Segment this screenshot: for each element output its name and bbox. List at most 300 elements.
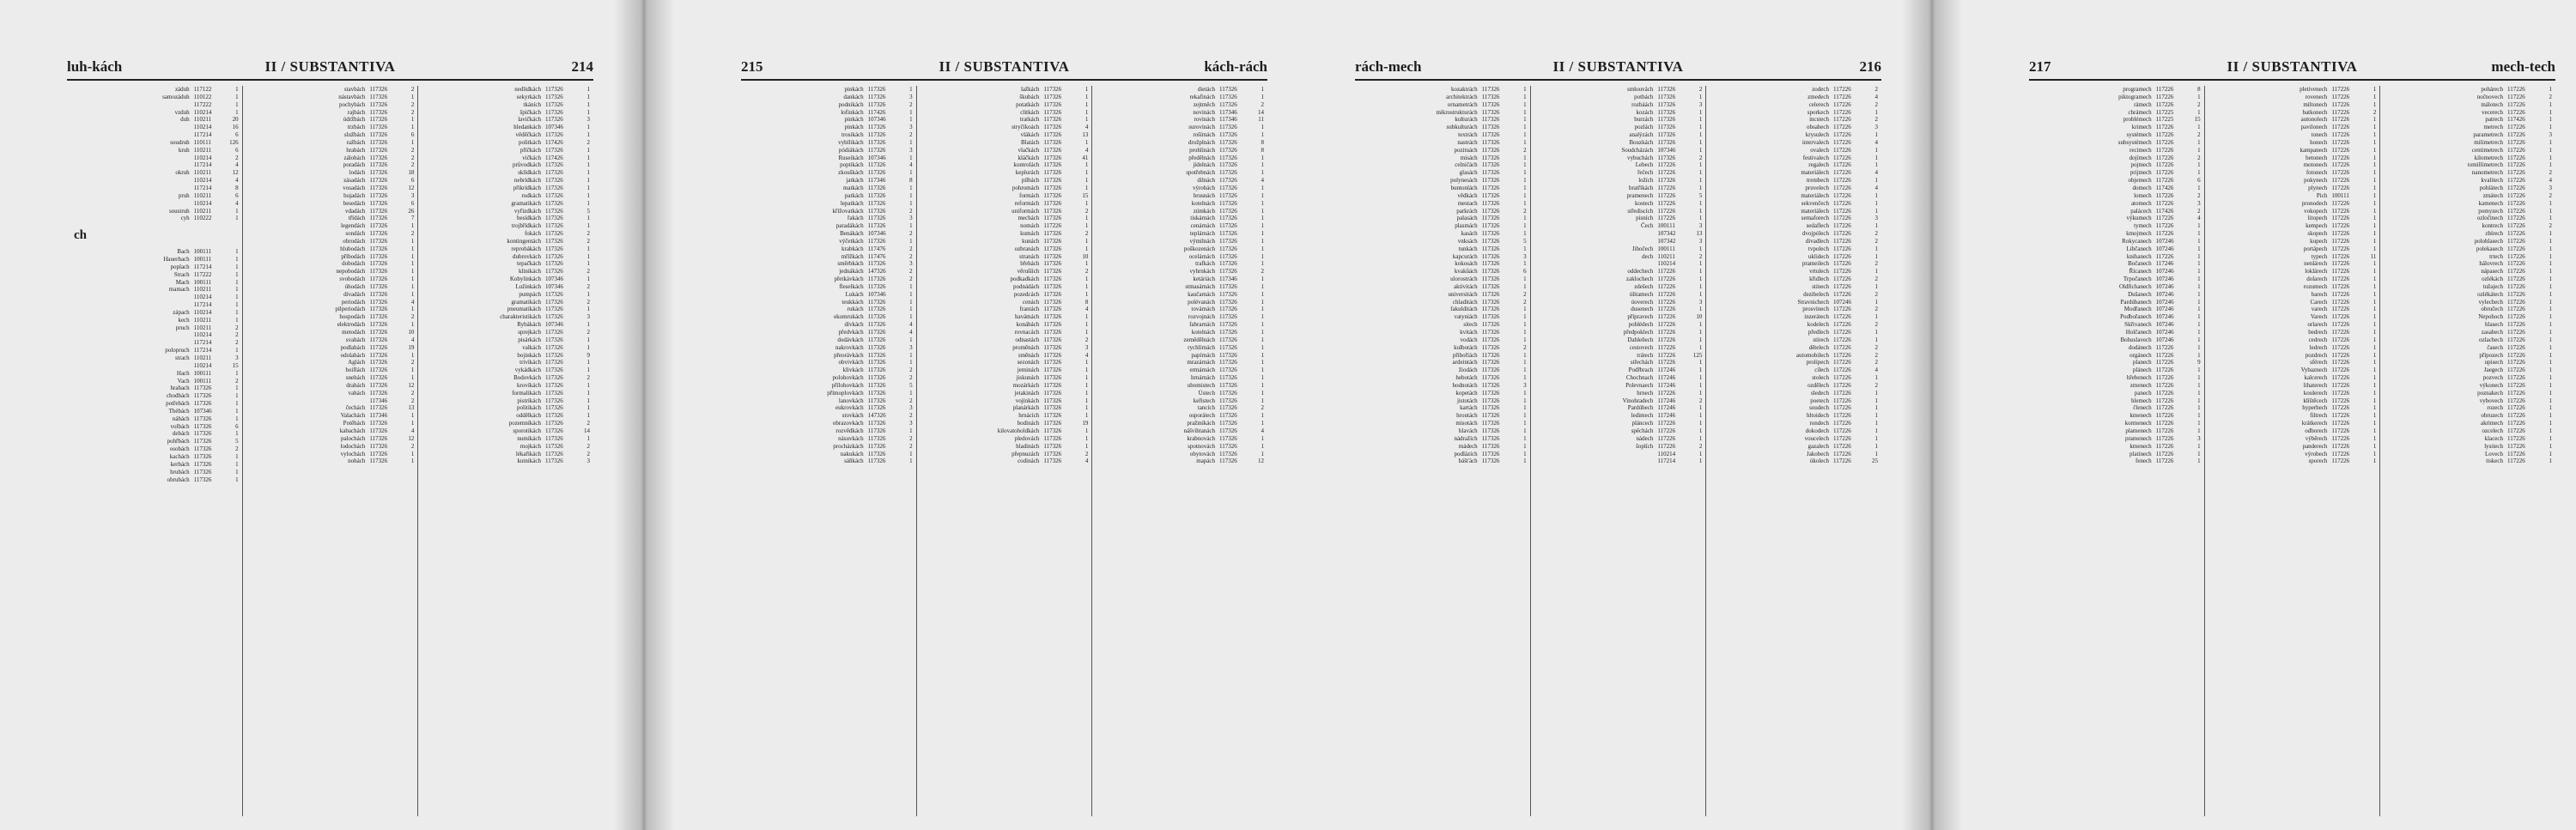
entry-word: loklárech	[2305, 268, 2328, 276]
entry-row	[422, 161, 590, 169]
entry-count: 2	[586, 237, 591, 245]
entry-row	[744, 185, 913, 192]
entry-row	[1710, 344, 1878, 352]
entry-code: 117326	[545, 336, 563, 343]
entry-count: 1	[909, 199, 913, 207]
entry-word	[70, 362, 194, 370]
entry-word: rovnacách	[1014, 329, 1040, 336]
entry-code: 117326	[369, 154, 388, 161]
entry-count: 1	[1261, 351, 1265, 359]
entry-word: stmasárnách	[1185, 282, 1216, 290]
entry-row	[1096, 359, 1264, 367]
entry-code: 117226	[2331, 457, 2350, 465]
entry-code: 117326	[369, 374, 388, 382]
entry-word: dezibelech	[1803, 290, 1830, 298]
entry-word: pozedcách	[1013, 290, 1040, 298]
entry-code: 117326	[1219, 184, 1237, 191]
entry-count: 1	[1084, 199, 1089, 207]
entry-count: 1	[2549, 290, 2553, 298]
entry-row	[2384, 208, 2552, 215]
entry-word: nápasech	[2481, 268, 2504, 276]
entry-word: krabkách	[841, 245, 864, 252]
entry-word: kartách	[1460, 404, 1478, 412]
entry-count: 1	[1874, 108, 1879, 116]
entry-word: soustruh	[168, 207, 190, 215]
entry-row	[920, 451, 1089, 458]
entry-count: 3	[909, 124, 913, 131]
entry-count: 1	[2197, 336, 2201, 343]
entry-count: 1	[909, 237, 913, 245]
entry-code: 117226	[2331, 434, 2350, 442]
entry-word	[70, 339, 194, 347]
entry-word: kontingentách	[507, 237, 542, 245]
entry-row	[2384, 451, 2552, 458]
entry-word: kodelech	[1807, 321, 1830, 329]
entry-code: 117326	[867, 161, 886, 169]
entry-count: 1	[2549, 215, 2553, 222]
entry-row	[920, 390, 1089, 397]
entry-count: 1	[1698, 389, 1703, 397]
entry-row	[70, 154, 239, 162]
entry-count: 1	[2197, 108, 2201, 116]
entry-row	[920, 230, 1089, 238]
entry-count: 13	[1696, 230, 1703, 238]
entry-word: krysulech	[1805, 131, 1830, 139]
entry-code: 117326	[1481, 100, 1500, 108]
entry-row	[1534, 94, 1703, 101]
entry-count: 1	[1084, 108, 1089, 116]
entry-row	[744, 374, 913, 382]
entry-code: 117326	[369, 146, 388, 154]
entry-count: 1	[1084, 86, 1089, 93]
entry-word: výběrech	[2305, 434, 2328, 442]
entry-row	[2208, 420, 2377, 427]
entry-word: metodách	[342, 329, 366, 336]
entry-code: 117326	[1481, 427, 1500, 434]
entry-word: zmátech	[2482, 191, 2504, 199]
entry-row	[920, 185, 1089, 192]
entry-word: lodochách	[340, 442, 366, 450]
entry-word: prijmech	[2129, 169, 2152, 177]
entry-word: jídelnách	[1193, 161, 1216, 169]
entry-row	[2384, 109, 2552, 117]
entry-row	[2384, 116, 2552, 124]
entry-row	[2208, 382, 2377, 390]
entry-code: 117226	[1833, 321, 1851, 329]
entry-word: lažkách	[1020, 86, 1040, 93]
entry-word: polévanách	[1188, 298, 1216, 306]
entry-count: 6	[235, 191, 239, 199]
entry-code: 117226	[1833, 442, 1851, 450]
entry-word: poškozenách	[1183, 245, 1216, 252]
entry-code: 117326	[1043, 93, 1062, 100]
entry-word: úlitamech	[1629, 290, 1654, 298]
entry-row	[1710, 390, 1878, 397]
entry-row	[1096, 154, 1264, 162]
entry-count: 1	[2549, 389, 2553, 397]
entry-count: 1	[1261, 298, 1265, 306]
entry-word	[1534, 451, 1658, 458]
entry-count: 5	[586, 207, 591, 215]
entry-code: 117226	[2507, 329, 2525, 336]
entry-row	[1358, 352, 1527, 360]
entry-word: rozvojnách	[1188, 313, 1216, 321]
entry-count: 4	[1261, 427, 1265, 434]
entry-row	[422, 443, 590, 451]
entry-code: 117346	[867, 177, 886, 185]
entry-code: 117326	[545, 177, 563, 185]
entry-count: 3	[2197, 199, 2201, 207]
entry-row	[2384, 131, 2552, 139]
entry-code: 110214	[1657, 260, 1676, 268]
entry-row	[1096, 344, 1264, 352]
entry-code: 117326	[369, 442, 388, 450]
entry-count: 2	[909, 367, 913, 374]
entry-code: 117326	[1219, 343, 1237, 351]
entry-code: 117226	[2331, 359, 2350, 367]
entry-row	[920, 147, 1089, 154]
entry-word: clitkách	[1020, 108, 1040, 116]
entry-code: 117226	[2155, 131, 2174, 139]
entry-word: Oldřichanech	[2118, 282, 2152, 290]
entry-word: pisních	[1636, 215, 1654, 222]
entry-code: 117326	[1043, 336, 1062, 343]
entry-word	[70, 124, 194, 131]
entry-word: přikrídkách	[513, 184, 542, 191]
entry-row	[1358, 299, 1527, 306]
entry-count: 4	[1084, 351, 1089, 359]
entry-code: 117226	[2331, 351, 2350, 359]
entry-word: pinkách	[844, 124, 864, 131]
entry-word: Soudcházách	[1621, 146, 1654, 154]
entry-word: aktivitách	[1454, 282, 1478, 290]
entry-code: 117226	[2507, 146, 2525, 154]
entry-row	[920, 154, 1089, 162]
entry-word: pisárkách	[518, 336, 542, 343]
entry-count: 1	[2197, 161, 2201, 169]
entry-count: 1	[1261, 169, 1265, 177]
entry-word: Vinohradech	[1622, 397, 1654, 404]
entry-code: 117326	[1043, 412, 1062, 420]
entry-row	[422, 230, 590, 238]
entry-word: sprejkách	[518, 329, 542, 336]
entry-count: 15	[2194, 116, 2201, 124]
entry-code: 117326	[1043, 230, 1062, 238]
entry-code: 117226	[2507, 93, 2525, 100]
entry-code: 117226	[2507, 367, 2525, 374]
entry-row	[246, 177, 415, 185]
entry-code: 107246	[2155, 306, 2174, 313]
entry-row	[246, 192, 415, 200]
entry-count: 1	[586, 343, 591, 351]
entry-code: 117326	[193, 392, 212, 400]
entry-row	[1710, 321, 1878, 329]
entry-code: 117326	[369, 184, 388, 191]
entry-word: jistotách	[1456, 397, 1478, 404]
entry-row	[422, 276, 590, 283]
entry-word: reprobákách	[511, 245, 542, 252]
entry-code: 110214	[193, 331, 212, 339]
entry-count: 1	[1261, 450, 1265, 457]
entry-word: mrazárnách	[1187, 359, 1216, 367]
entry-count: 2	[2197, 100, 2201, 108]
entry-row	[2208, 116, 2377, 124]
entry-word: Bohuslavech	[2120, 336, 2152, 343]
entry-code: 110111	[193, 138, 211, 146]
entry-word: dětelech	[1808, 343, 1830, 351]
entry-count: 3	[909, 420, 913, 427]
entry-row	[920, 291, 1089, 299]
entry-code: 117326	[369, 86, 388, 93]
entry-code: 117326	[1043, 131, 1062, 139]
entry-count: 1	[2197, 252, 2201, 260]
entry-column	[1091, 86, 1267, 816]
entry-code: 117326	[369, 450, 388, 457]
entry-count: 1	[1261, 215, 1265, 222]
entry-code: 117326	[1481, 276, 1500, 283]
entry-row	[1534, 139, 1703, 147]
entry-row	[1096, 260, 1264, 268]
entry-count: 1	[586, 154, 591, 161]
entry-word: tepačkách	[517, 260, 542, 268]
entry-word: zálohách	[343, 154, 366, 161]
entry-count: 1	[1698, 404, 1703, 412]
entry-code: 117226	[1657, 191, 1676, 199]
entry-word: lofinkách	[841, 108, 864, 116]
entry-word: textrách	[1458, 131, 1478, 139]
entry-row	[70, 264, 239, 271]
entry-row	[744, 283, 913, 291]
entry-word: příčkách	[519, 146, 542, 154]
entry-word: trzbách	[347, 124, 366, 131]
entry-word: pomyzech	[2478, 207, 2504, 215]
entry-word: svobodách	[339, 276, 366, 283]
entry-code: 117226	[1833, 359, 1851, 367]
entry-word: materiálech	[1801, 169, 1830, 177]
entry-row	[2032, 86, 2201, 94]
entry-count: 1	[2549, 230, 2553, 238]
entry-row	[920, 412, 1089, 420]
entry-code: 117326	[1219, 412, 1237, 420]
entry-row	[920, 276, 1089, 283]
entry-code: 117226	[2155, 124, 2174, 131]
entry-count: 1	[1261, 191, 1265, 199]
entry-code: 117226	[2331, 131, 2350, 139]
entry-count: 3	[909, 404, 913, 412]
entry-count: 1	[410, 412, 415, 420]
entry-code: 117226	[1657, 207, 1676, 215]
entry-word: inzerátech	[1804, 313, 1830, 321]
entry-word: zemědělnách	[1183, 336, 1216, 343]
entry-column	[417, 86, 593, 816]
entry-code: 117226	[1657, 169, 1676, 177]
entry-count: 1	[1261, 306, 1265, 313]
entry-row	[70, 169, 239, 177]
entry-word: kumách	[1020, 230, 1040, 238]
entry-code: 117326	[1481, 434, 1500, 442]
entry-row	[2208, 457, 2377, 465]
entry-word: Jakobech	[1806, 450, 1830, 457]
entry-code: 117326	[1043, 306, 1062, 313]
entry-code: 117326	[369, 434, 388, 442]
entry-word: zmedech	[1807, 93, 1830, 100]
entry-word: ozlachech	[2479, 336, 2504, 343]
entry-row	[2032, 131, 2201, 139]
entry-count: 1	[586, 397, 591, 404]
entry-row	[920, 169, 1089, 177]
entry-word: nastrách	[1457, 138, 1478, 146]
entry-row	[246, 245, 415, 253]
entry-code: 117476	[867, 252, 886, 260]
entry-count: 2	[909, 276, 913, 283]
entry-count: 1	[235, 347, 239, 354]
entry-word	[70, 101, 194, 109]
entry-word: přílohovkách	[831, 381, 864, 389]
entry-count: 1	[410, 237, 415, 245]
entry-row	[2208, 390, 2377, 397]
entry-code: 117326	[867, 420, 886, 427]
section-heading-label: ch	[74, 228, 87, 243]
entry-count: 1	[235, 476, 239, 483]
entry-row	[1358, 131, 1527, 139]
entry-code: 117326	[1219, 442, 1237, 450]
entry-count: 1	[1261, 184, 1265, 191]
entry-word: ulorostrách	[1450, 276, 1478, 283]
entry-code: 117226	[2331, 276, 2350, 283]
entry-row	[1710, 367, 1878, 374]
entry-count: 1	[2372, 290, 2377, 298]
entry-code: 117326	[1043, 146, 1062, 154]
entry-code: 117246	[1657, 412, 1676, 420]
entry-code: 117326	[369, 116, 388, 124]
entry-word: pohlátech	[2479, 184, 2504, 191]
entry-count: 2	[586, 138, 591, 146]
entry-code: 117326	[545, 298, 563, 306]
entry-count: 1	[909, 108, 913, 116]
entry-count: 1	[2372, 282, 2377, 290]
entry-count: 1	[410, 321, 415, 329]
entry-row	[246, 253, 415, 261]
entry-word: čechách	[345, 404, 366, 412]
entry-code: 117326	[1481, 329, 1500, 336]
entry-count: 1	[1698, 329, 1703, 336]
entry-code: 117226	[1833, 169, 1851, 177]
entry-word: hyperhech	[2302, 404, 2328, 412]
entry-column	[2379, 86, 2555, 816]
entry-row	[422, 291, 590, 299]
entry-count: 1	[2372, 321, 2377, 329]
entry-row	[1710, 397, 1878, 405]
entry-count: 2	[1261, 100, 1265, 108]
entry-count: 4	[1874, 138, 1879, 146]
entry-word	[246, 397, 370, 405]
entry-count: 1	[235, 207, 239, 215]
entry-code: 117226	[2155, 215, 2174, 222]
entry-word: hledankách	[513, 124, 542, 131]
entry-count: 1	[2372, 336, 2377, 343]
entry-code: 117226	[2331, 290, 2350, 298]
entry-count: 1	[1261, 260, 1265, 268]
entry-code: 117326	[867, 457, 886, 465]
page-number: 214	[571, 58, 593, 75]
entry-count: 1	[2549, 329, 2553, 336]
entry-word: hrnárnách	[1191, 374, 1216, 382]
entry-row	[1534, 177, 1703, 185]
entry-word: krátkerech	[2301, 420, 2328, 427]
entry-row	[1534, 208, 1703, 215]
entry-row	[2032, 109, 2201, 117]
entry-count: 1	[1084, 404, 1089, 412]
entry-count: 1	[2197, 329, 2201, 336]
entry-code: 117426	[2155, 184, 2174, 191]
entry-word: fabrarnách	[1189, 321, 1216, 329]
entry-code: 117326	[369, 306, 388, 313]
entry-count: 16	[232, 124, 239, 131]
entry-count: 1	[1523, 404, 1527, 412]
entry-count: 1	[1261, 252, 1265, 260]
entry-count: 1	[2549, 351, 2553, 359]
entry-row	[2032, 94, 2201, 101]
entry-code: 117326	[1657, 116, 1676, 124]
entry-row	[246, 382, 415, 390]
entry-row	[1534, 154, 1703, 162]
entry-word: zúmkách	[1193, 207, 1216, 215]
entry-count: 25	[1872, 457, 1879, 465]
entry-code: 110214	[1657, 450, 1676, 457]
entry-row	[2032, 185, 2201, 192]
entry-count: 2	[909, 397, 913, 404]
entry-count: 2	[909, 434, 913, 442]
entry-count: 1	[1874, 389, 1879, 397]
entry-row	[920, 86, 1089, 94]
entry-word: architektrách	[1446, 93, 1478, 100]
entry-count: 2	[586, 298, 591, 306]
entry-word: parametrech	[2473, 131, 2504, 139]
entry-word: tancích	[1197, 404, 1216, 412]
entry-count: 1	[2372, 86, 2377, 93]
entry-count: 1	[1874, 199, 1879, 207]
entry-word: Chochnach	[1625, 374, 1654, 382]
entry-code: 117226	[1657, 199, 1676, 207]
entry-count: 1	[909, 154, 913, 161]
entry-row	[70, 476, 239, 484]
entry-code: 117326	[1481, 290, 1500, 298]
entry-count: 1	[2197, 146, 2201, 154]
entry-row	[422, 177, 590, 185]
entry-row	[422, 404, 590, 412]
entry-count: 1	[2549, 313, 2553, 321]
entry-count: 1	[1261, 282, 1265, 290]
entry-word: stranách	[1019, 252, 1040, 260]
entry-count: 1	[1261, 245, 1265, 252]
entry-code: 117226	[2507, 177, 2525, 185]
entry-count: 12	[1258, 457, 1265, 465]
entry-count: 4	[1874, 169, 1879, 177]
entry-word: vyřizdkách	[513, 207, 542, 215]
entry-count: 1	[586, 404, 591, 412]
entry-word: kasách	[1461, 230, 1478, 238]
entry-row	[2384, 457, 2552, 465]
entry-word: hlasech	[2485, 321, 2504, 329]
entry-count: 2	[410, 146, 415, 154]
entry-count: 1	[1084, 442, 1089, 450]
entry-code: 117122	[193, 86, 212, 93]
entry-count: 1	[1874, 282, 1879, 290]
entry-word: mozárkách	[1012, 381, 1040, 389]
entry-count: 1	[1523, 260, 1527, 268]
entry-count: 5	[235, 438, 239, 445]
entry-code: 117326	[193, 468, 212, 476]
